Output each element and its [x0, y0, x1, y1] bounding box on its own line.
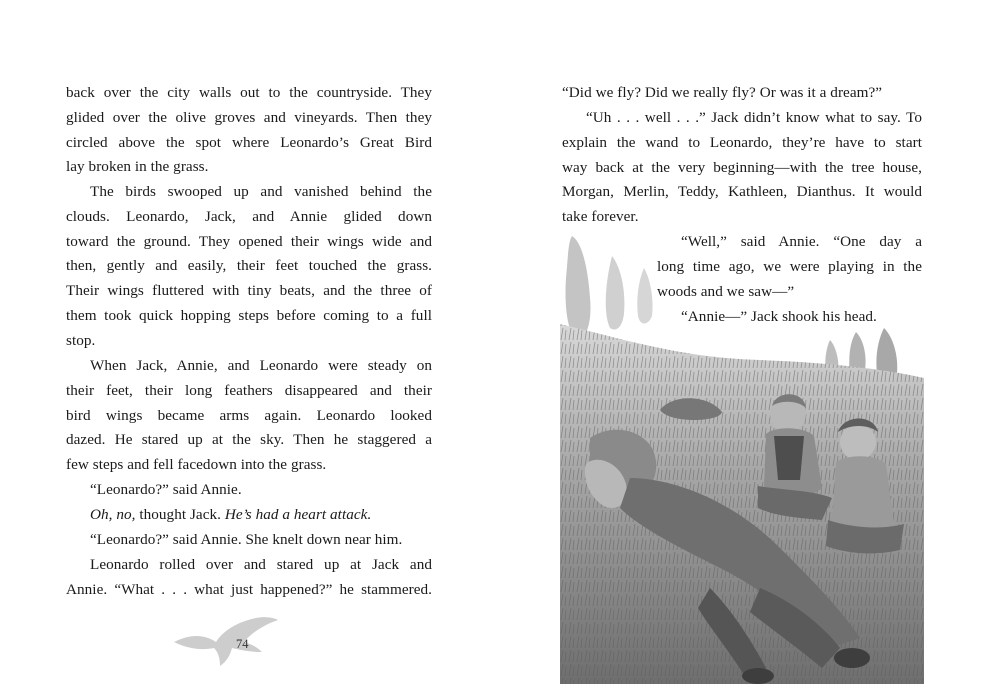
text-line: toward the ground. They opened their wings wide and [66, 232, 432, 250]
text-line: woods and we saw—” [657, 282, 795, 300]
text-line: bird wings became arms again. Leonardo looked [66, 406, 432, 424]
text-line: Morgan, Merlin, Teddy, Kathleen, Dianthus. It would [562, 183, 922, 201]
bird-ornament-icon [170, 612, 280, 668]
text-line: “Uh . . . well . . .” Jack didn’t know what to say. To [586, 109, 922, 126]
text-line: back over the city walls out to the countryside. They [66, 84, 432, 101]
text-line: Annie. “What . . . what just happened?” he stammered. [66, 580, 432, 598]
text-line: dazed. He stared up at the sky. Then he staggered a [66, 431, 432, 449]
text-fragment: thought Jack. [135, 506, 225, 523]
left-paragraph-2 [66, 180, 432, 354]
left-paragraph-7 [66, 553, 432, 603]
left-paragraph-6 [66, 528, 432, 553]
text-line: then, gently and easily, their feet touched the grass. [66, 257, 432, 275]
page-number: 74 [236, 637, 249, 651]
text-line: them took quick hopping steps before coming to a full [66, 306, 432, 324]
left-paragraph-5 [66, 503, 432, 528]
left-paragraph-1 [66, 81, 432, 180]
text-line: stop. [66, 331, 96, 349]
text-line: way back at the very beginning—with the tree house, [562, 158, 922, 176]
page-number-ornament [170, 612, 280, 668]
text-line: clouds. Leonardo, Jack, and Annie glided down [66, 207, 432, 225]
right-paragraph-2 [562, 106, 922, 230]
left-paragraph-3 [66, 354, 432, 478]
italic-thought: Oh, no, [90, 506, 136, 523]
text-line: take forever. [562, 208, 639, 226]
text-line: explain the wand to Leonardo, they’re have to start [562, 133, 922, 151]
text-line: circled above the spot where Leonardo’s Great Bird [66, 133, 432, 151]
italic-thought: He’s had a heart attack. [224, 506, 372, 523]
text-line: “Did we fly? Did we really fly? Or was it a dream?” [562, 84, 883, 101]
right-page [494, 0, 988, 684]
left-paragraph-4 [66, 478, 432, 503]
text-line: “Leonardo?” said Annie. She knelt down near him. [90, 531, 403, 548]
text-line: Leonardo rolled over and stared up at Jack and [90, 556, 432, 573]
text-line: “Annie—” Jack shook his head. [681, 308, 877, 325]
text-line: “Leonardo?” said Annie. [90, 481, 242, 498]
text-line: Their wings fluttered with tiny beats, and the three of [66, 282, 432, 300]
text-line: long time ago, we were playing in the [657, 257, 922, 275]
text-line: The birds swooped up and vanished behind the [90, 183, 432, 200]
text-line: their feet, their long feathers disappeared and their [66, 381, 432, 399]
right-paragraph-1 [562, 81, 922, 106]
text-line: few steps and fell facedown into the grass. [66, 456, 327, 474]
text-line: “Well,” said Annie. “One day a [681, 233, 922, 250]
illustration-leonardo-jack-annie-icon [560, 228, 924, 684]
text-line: glided over the olive groves and vineyards. Then they [66, 108, 432, 126]
text-line: When Jack, Annie, and Leonardo were steady on [90, 357, 432, 374]
text-line: lay broken in the grass. [66, 158, 209, 176]
illustration [560, 228, 924, 684]
